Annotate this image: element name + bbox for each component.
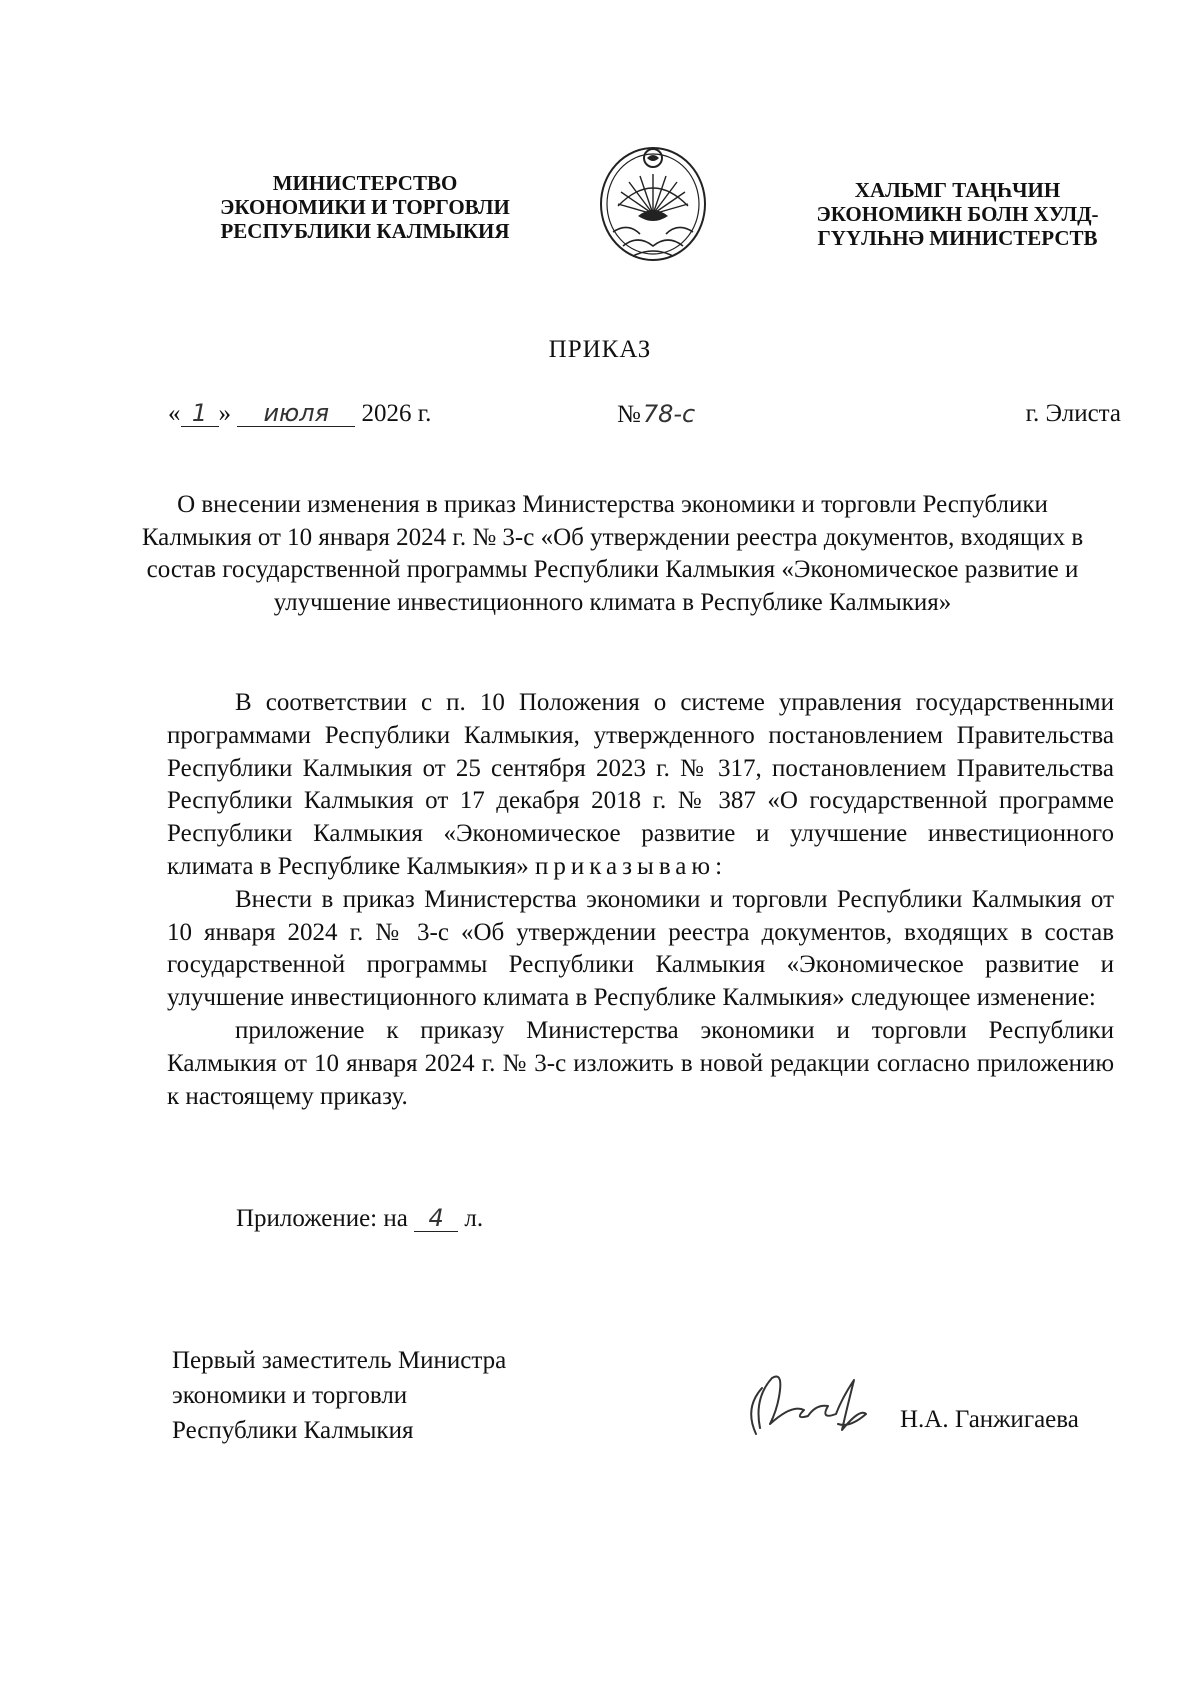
kalmykia-emblem-icon <box>588 142 718 272</box>
number-value: 78-с <box>642 400 696 428</box>
signer-position-line: Республики Калмыкия <box>172 1417 414 1444</box>
org-line: ЭКОНОМИКН БОЛН ХУЛД- <box>816 202 1099 226</box>
order-body <box>167 687 1114 1113</box>
signer-position-line: экономики и торговли <box>172 1382 408 1409</box>
order-number <box>617 400 695 429</box>
body-paragraph: приложение к приказу Министерства экономики и торговли Республики Калмыкия от 10 января 2024 г. № 3-с изложить в новой редакции согласно приложению к настоящему приказу. <box>167 1016 1114 1110</box>
org-line: РЕСПУБЛИКИ КАЛМЫКИЯ <box>220 219 510 243</box>
org-line: ХАЛЬМГ ТАҢҺЧИН <box>854 178 1061 202</box>
quote-close: » <box>218 400 231 427</box>
date-year: 2026 г. <box>361 400 432 427</box>
org-line: ЭКОНОМИКИ И ТОРГОВЛИ <box>220 195 510 219</box>
number-sign: № <box>617 401 641 428</box>
attachment-prefix: Приложение: на <box>236 1205 408 1232</box>
order-word: приказываю: <box>535 852 728 880</box>
handwritten-signature <box>742 1368 872 1446</box>
document-type-title: ПРИКАЗ <box>548 336 652 363</box>
ministry-name-kalmyk <box>785 178 1130 250</box>
date-day: 1 <box>181 400 219 427</box>
body-paragraph <box>167 687 1114 884</box>
signer-position <box>172 1343 506 1448</box>
body-paragraph: Внести в приказ Министерства экономики и торговли Республики Калмыкия от 10 января 2024 г. № 3-с «Об утверждении реестра документов, входящих в состав государственной программы Республики Калмыкия «Экономическое развитие и улучшение инвестиционного климата в Республике Калмыкия» следующее изменение: <box>167 885 1114 1012</box>
org-line: ГҮҮЛҺНӘ МИНИСТЕРСТВ <box>817 226 1098 250</box>
attachment-note <box>236 1205 483 1233</box>
attachment-suffix: л. <box>464 1205 484 1232</box>
org-line: МИНИСТЕРСТВО <box>272 171 458 195</box>
attachment-pages: 4 <box>414 1205 458 1232</box>
city: г. Элиста <box>1025 400 1121 427</box>
paragraph-text: В соответствии с п. 10 Положения о системе управления государственными программами Республики Калмыкия, утвержденного постановлением Правительства Республики Калмыкия от 25 сентября 2023 г. № 317, постановлением Правительства Республики Калмыкия от 17 декабря 2018 г. № 387 «О государственной программе Республики Калмыкия «Экономическое развитие и улучшение инвестиционного климата в Республике Калмыкия» <box>167 689 1114 880</box>
ministry-name-russian <box>200 171 530 243</box>
signer-name: Н.А. Ганжигаева <box>900 1406 1079 1433</box>
order-subject: О внесении изменения в приказ Министерства экономики и торговли Республики Калмыкия от 10 января 2024 г. № 3-с «Об утверждении реестра документов, входящих в состав государственной программы Республики Калмыкия «Экономическое развитие и улучшение инвестиционного климата в Республике Калмыкия» <box>141 491 1084 616</box>
order-date <box>168 400 431 428</box>
date-month: июля <box>237 400 355 427</box>
signer-position-line: Первый заместитель Министра <box>172 1347 507 1374</box>
quote-open: « <box>168 400 181 427</box>
